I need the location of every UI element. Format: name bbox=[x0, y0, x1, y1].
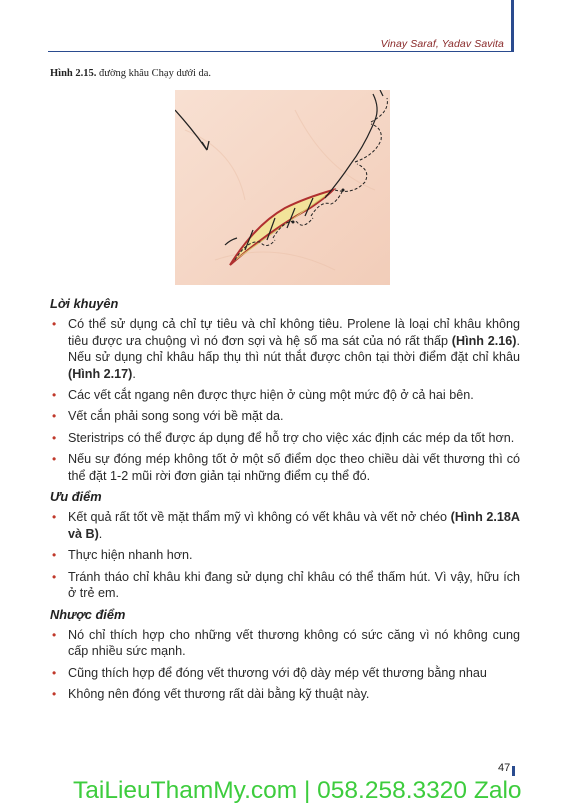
list-item: • Không nên đóng vết thương rất dài bằng kỹ thuật này. bbox=[52, 687, 370, 702]
figure-label: Hình 2.15. bbox=[50, 68, 97, 79]
page-number: 47 bbox=[498, 762, 511, 774]
section-title-disadvantages: Nhược điểm bbox=[50, 606, 126, 622]
figure-caption-text: đường khâu Chạy dưới da. bbox=[99, 68, 212, 79]
bullet-icon: • bbox=[52, 665, 57, 680]
list-item: • Steristrips có thể được áp dụng để hỗ trợ cho việc xác định các mép da tốt hơn. bbox=[52, 430, 515, 445]
bullet-icon: • bbox=[52, 569, 57, 584]
bullet-icon: • bbox=[52, 430, 57, 445]
advice-list bbox=[50, 316, 520, 484]
list-item: • Cũng thích hợp để đóng vết thương với độ dày mép vết thương bằng nhau bbox=[52, 665, 487, 680]
list-item: • Các vết cắt ngang nên được thực hiện ở cùng một mức độ ở cả hai bên. bbox=[52, 388, 474, 403]
advantages-list bbox=[50, 509, 520, 601]
list-item: • Có thể sử dụng cả chỉ tự tiêu và chỉ không tiêu. Prolene là loại chỉ khâu không tiêu được ưa chuộng vì nó đơn sợi và hệ số ma sát của nó rất thấp (Hình 2.16). Nếu sử dụng chỉ khâu hấp thụ thì nút thắt được chôn tại thời điểm đặt chỉ khâu (Hình 2.17). bbox=[52, 317, 520, 381]
main-content bbox=[50, 296, 520, 708]
list-item: • Nó chỉ thích hợp cho những vết thương không có sức căng vì nó không cung cấp nhiều sức mạnh. bbox=[52, 627, 520, 659]
section-title-advantages: Ưu điểm bbox=[50, 489, 102, 505]
running-header-authors: Vinay Saraf, Yadav Savita bbox=[380, 38, 504, 50]
bullet-icon: • bbox=[52, 409, 57, 424]
page-number-marker bbox=[512, 766, 515, 776]
list-item: • Nếu sự đóng mép không tốt ở một số điểm dọc theo chiều dài vết thương thì có thể đặt 1-2 mũi rời đơn giản tại những điểm cụ thể đó. bbox=[52, 452, 520, 483]
bullet-icon: • bbox=[52, 687, 57, 702]
list-item: • Tránh tháo chỉ khâu khi đang sử dụng chỉ khâu có thể thấm hút. Vì vậy, hữu ích ở trẻ em. bbox=[52, 569, 520, 601]
bullet-icon: • bbox=[52, 317, 57, 332]
disadvantages-list bbox=[50, 627, 520, 703]
section-title-advice: Lời khuyên bbox=[50, 296, 119, 311]
subcuticular-suture-illustration bbox=[175, 90, 390, 285]
list-item: • Vết cắn phải song song với bề mặt da. bbox=[52, 409, 284, 424]
bullet-icon: • bbox=[52, 548, 57, 563]
bullet-icon: • bbox=[52, 627, 57, 642]
suture-diagram bbox=[175, 90, 390, 285]
bullet-icon: • bbox=[52, 510, 57, 525]
list-item: • Kết quả rất tốt về mặt thẩm mỹ vì không có vết khâu và vết nở chéo (Hình 2.18A và B). bbox=[52, 510, 520, 541]
bullet-icon: • bbox=[52, 452, 57, 467]
bullet-icon: • bbox=[52, 388, 57, 403]
watermark-text: TaiLieuThamMy.com | 058.258.3320 Zalo bbox=[73, 777, 522, 804]
list-item: • Thực hiện nhanh hơn. bbox=[52, 548, 193, 563]
figure-caption bbox=[50, 68, 211, 79]
header-vertical-rule bbox=[511, 0, 514, 52]
header-horizontal-rule bbox=[48, 51, 514, 52]
